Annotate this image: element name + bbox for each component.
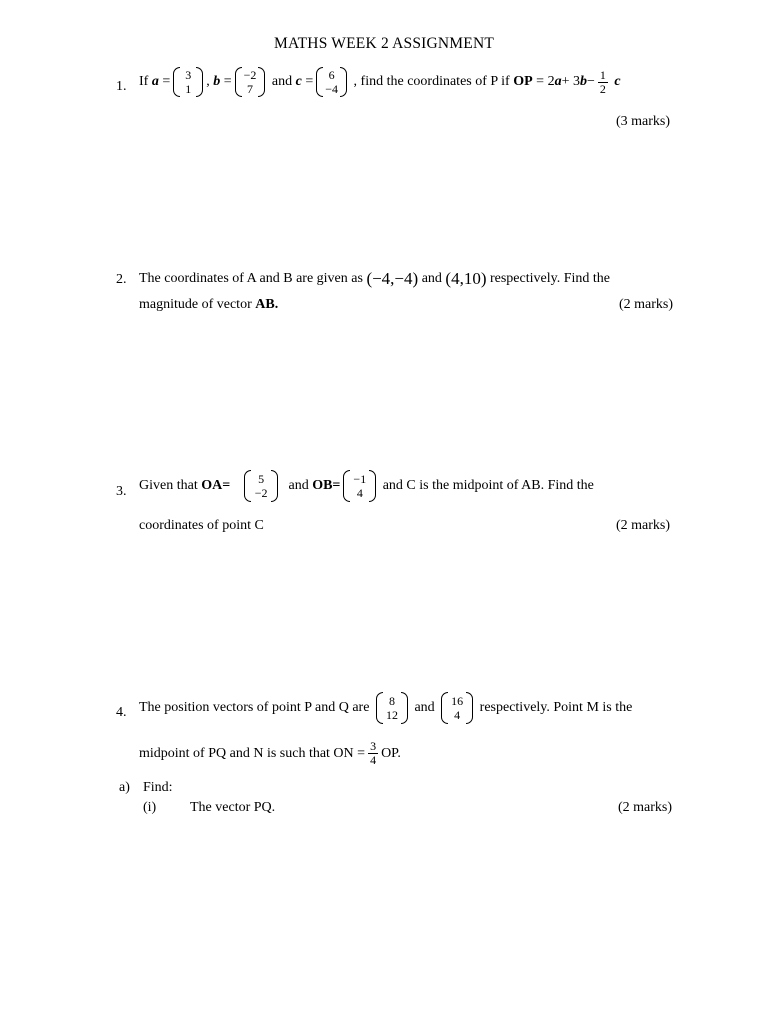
vector-q-bottom: 4 [454, 708, 461, 722]
q1-a2: a [554, 74, 562, 89]
question-2-line-1 [139, 269, 610, 289]
question-3-line-1 [139, 470, 594, 502]
q1-b2: b [579, 74, 587, 89]
question-2-line-2 [139, 297, 278, 313]
q4-frac-den: 4 [370, 753, 377, 767]
vector-oa [244, 470, 279, 502]
q1-comma: , [206, 74, 210, 89]
q1-c-var: c [295, 74, 302, 89]
vector-b-bottom: 7 [247, 82, 254, 96]
q4-part-a-label: a) [119, 780, 130, 795]
q2-and: and [421, 271, 442, 286]
q4-fraction [368, 740, 378, 767]
question-3-number: 3. [116, 484, 127, 499]
q4-line1-b: respectively. Point M is the [479, 700, 633, 715]
question-1-marks: (3 marks) [615, 114, 670, 129]
q3-line2: coordinates of point C [139, 518, 264, 533]
question-3-line-2 [139, 518, 264, 534]
vector-c-top: 6 [328, 68, 335, 82]
page-title: MATHS WEEK 2 ASSIGNMENT [273, 35, 495, 52]
vector-c [316, 67, 347, 97]
vector-q-top: 16 [451, 694, 464, 708]
vector-b [235, 67, 266, 97]
question-4-marks: (2 marks) [617, 800, 672, 815]
q1-frac-num: 1 [599, 67, 606, 82]
vector-p [376, 692, 408, 724]
q1-fraction [598, 69, 608, 96]
vector-a [173, 67, 203, 97]
vector-oa-top: 5 [258, 472, 265, 486]
vector-b-top: −2 [243, 68, 257, 82]
question-3-marks: (2 marks) [615, 518, 670, 533]
q2-line1-a: The coordinates of A and B are given as [139, 271, 363, 286]
question-2-marks: (2 marks) [618, 297, 673, 312]
q2-line1-b: respectively. Find the [489, 271, 610, 286]
q1-expr-eq: = 2 [536, 74, 555, 89]
q1-plus: + 3 [561, 74, 580, 89]
q1-frac-den: 2 [599, 81, 606, 96]
q3-and: and [288, 478, 309, 493]
question-4-number: 4. [116, 705, 127, 720]
q2-ab: AB. [255, 297, 279, 312]
q1-op: OP [513, 74, 533, 89]
vector-ob [343, 470, 376, 502]
question-1-text [139, 67, 621, 97]
q4-line2-b: OP. [381, 745, 401, 761]
vector-ob-top: −1 [353, 472, 367, 486]
q2-point-a: (−4,−4) [366, 269, 419, 288]
q4-sub-i-label: (i) [143, 800, 157, 815]
q1-eq-a: = [162, 74, 171, 89]
vector-p-bottom: 12 [385, 708, 398, 722]
q4-find: Find: [143, 780, 173, 795]
q1-a-var: a [151, 74, 159, 89]
q4-line2-a: midpoint of PQ and N is such that ON = [139, 745, 366, 761]
q2-line2-a: magnitude of vector [139, 297, 252, 312]
vector-ob-bottom: 4 [356, 486, 363, 500]
q1-and: and [271, 74, 293, 89]
question-4-line-1 [139, 692, 632, 724]
q1-eq-b: = [223, 74, 232, 89]
q1-b-var: b [213, 74, 221, 89]
q4-and: and [414, 700, 435, 715]
q4-line1-a: The position vectors of point P and Q are [139, 700, 370, 715]
question-4-line-2 [139, 740, 401, 767]
q3-ob: OB= [312, 478, 341, 493]
q1-find-text: , find the coordinates of P if [353, 74, 510, 89]
vector-q [441, 692, 473, 724]
q1-c2: c [614, 74, 621, 89]
vector-c-bottom: −4 [325, 82, 339, 96]
vector-oa-bottom: −2 [254, 486, 268, 500]
vector-a-bottom: 1 [185, 82, 192, 96]
question-2-number: 2. [116, 272, 127, 287]
q1-if: If [139, 74, 149, 89]
q3-rest: and C is the midpoint of AB. Find the [382, 478, 594, 493]
q1-eq-c: = [305, 74, 314, 89]
q3-oa: OA= [201, 478, 231, 493]
q2-point-b: (4,10) [445, 269, 487, 288]
q4-frac-num: 3 [370, 739, 377, 753]
vector-p-top: 8 [388, 694, 395, 708]
question-1-number: 1. [116, 79, 127, 94]
vector-a-top: 3 [185, 68, 192, 82]
q1-minus: − [586, 74, 595, 89]
q3-given: Given that [139, 478, 198, 493]
q4-sub-i-text: The vector PQ. [190, 800, 276, 815]
